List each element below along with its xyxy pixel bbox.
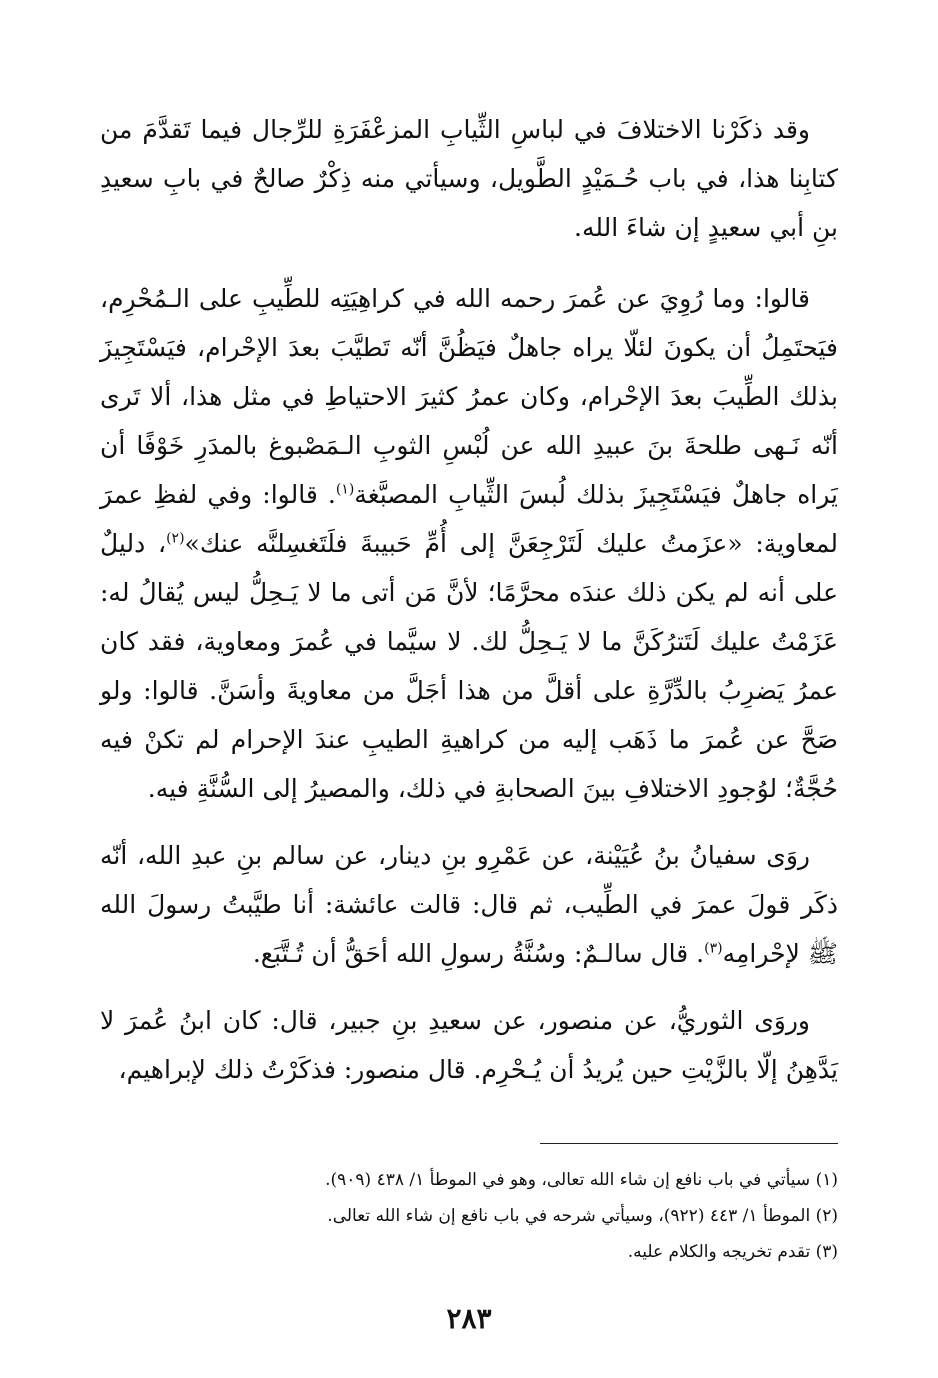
footnote-ref-1[interactable]: (١) xyxy=(335,481,355,498)
paragraph-2-part-b: . قالوا: وفي لفظِ عمرَ لمعاوية: «عزَمتُ عليك لَتَرْجِعَنَّ إلى أُمِّ حَبيبةَ فلَتَغسِلنَّه عنك» xyxy=(100,480,838,558)
footnote-ref-3[interactable]: (٣) xyxy=(704,940,723,957)
paragraph-3 xyxy=(100,831,838,978)
footnote-3: (٣) تقدم تخريجه والكلام عليه. xyxy=(627,1242,838,1262)
footnotes xyxy=(100,1162,838,1270)
paragraph-2-part-c: ، دليلٌ على أنه لم يكن ذلك عندَه محرَّمًا؛ لأنَّ مَن أتى ما لا يَـحِلُّ ليس يُقالُ له: عَزَمْتُ عليك لَتَترُكَنَّ ما لا يَـحِلُّ لك. لا سيَّما في عُمرَ ومعاوية، فقد كان عمرُ يَضرِبُ بالدِّرَّةِ على أقلَّ من هذا أجَلَّ من معاويةَ وأسَنَّ. قالوا: ولو صَحَّ عن عُمرَ ما ذَهَب إليه من كراهيةِ الطيبِ عندَ الإحرام لم تكنْ فيه حُجَّةٌ؛ لوُجودِ الاختلافِ بينَ الصحابةِ في ذلك، والمصيرُ إلى السُّنَّةِ فيه. xyxy=(100,529,838,803)
paragraph-2-part-a: قالوا: وما رُوِيَ عن عُمرَ رحمه الله في كراهِيَتِه للطِّيبِ على الـمُحْرِم، فيَحتَمِلُ أن يكونَ لئلّا يراه جاهلٌ فيَظُنَّ أنّه تَطيَّبَ بعدَ الإحْرام، فيَسْتَجِيزَ بذلك الطِّيبَ بعدَ الإحْرام، وكان عمرُ كثيرَ الاحتياطِ في مثل هذا، ألا تَرى أنّه نَـهى طلحةَ بنَ عبيدِ الله عن لُبْسِ الثوبِ الـمَصْبوغ بالمدَرِ خَوْفًا أن يَراه جاهلٌ فيَسْتَجِيزَ بذلك لُبسَ الثِّيابِ المصبَّغة xyxy=(100,284,838,509)
paragraph-3-part-b: . قال سالـمٌ: وسُنَّةُ رسولِ الله أحَقُّ أن تُـتَّبَع. xyxy=(252,939,705,968)
paragraph-4: وروَى الثوريُّ، عن منصور، عن سعيدِ بنِ جبير، قال: كان ابنُ عُمرَ لا يَدَّهِنُ إلّا بالزَّيْتِ حين يُريدُ أن يُـحْرِم. قال منصور: فذكَرْتُ ذلك لإبراهيم، xyxy=(100,1006,838,1084)
main-text xyxy=(100,105,838,1112)
footnote-2: (٢) الموطأ ١/ ٤٤٣ (٩٢٢)، وسيأتي شرحه في باب نافع إن شاء الله تعالى. xyxy=(327,1206,838,1226)
page-number: ٢٨٣ xyxy=(446,1302,492,1335)
footnote-1: (١) سيأتي في باب نافع إن شاء الله تعالى، وهو في الموطأ ١/ ٤٣٨ (٩٠٩). xyxy=(325,1170,838,1190)
paragraph-1: وقد ذكَرْنا الاختلافَ في لباسِ الثِّيابِ المزعْفَرَةِ للرِّجال فيما تَقدَّمَ من كتابِنا هذا، في باب حُـمَيْدٍ الطَّويل، وسيأتي منه ذِكْرٌ صالحٌ في بابِ سعيدِ بنِ أبي سعيدٍ إن شاءَ الله. xyxy=(100,115,838,242)
paragraph-2 xyxy=(100,274,838,813)
footnote-divider xyxy=(540,1143,838,1144)
paragraph-3-part-a: روَى سفيانُ بنُ عُيَيْنة، عن عَمْرِو بنِ دينار، عن سالم بنِ عبدِ الله، أنّه ذكَر قولَ عمرَ في الطِّيب، ثم قال: قالت عائشة: أنا طيَّبتُ رسولَ الله ﷺ لإحْرامِه xyxy=(100,841,838,968)
footnote-ref-2[interactable]: (٢) xyxy=(166,530,185,547)
